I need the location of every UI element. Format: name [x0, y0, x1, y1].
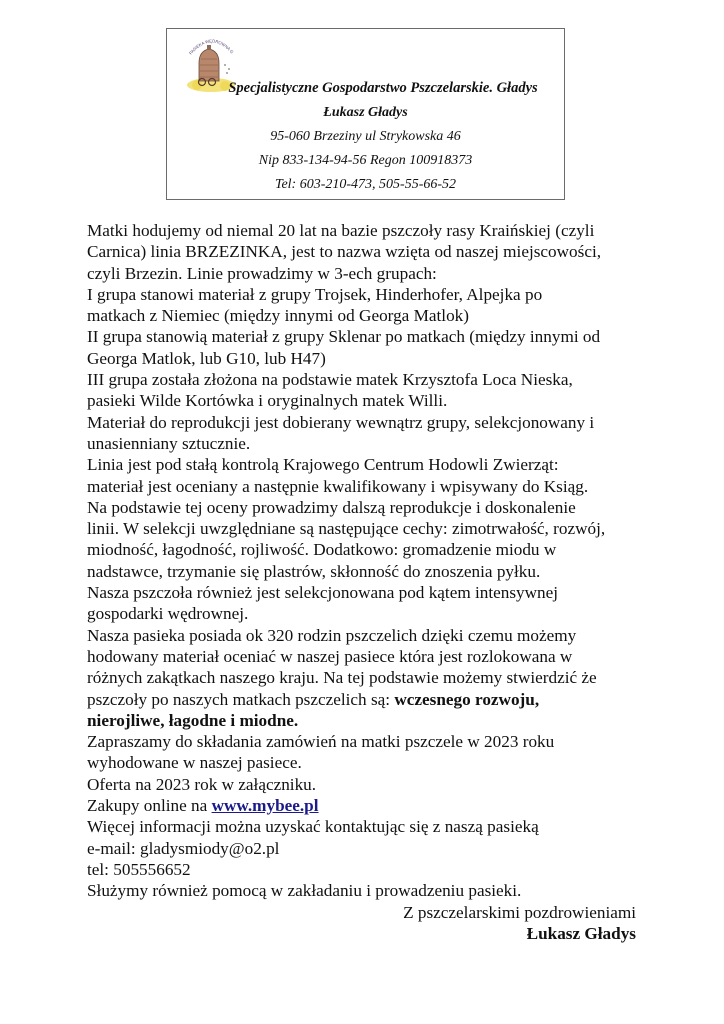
email-line[interactable]: e-mail: gladysmiody@o2.pl [87, 838, 280, 858]
body-line: hodowany materiał oceniać w naszej pasiece która jest rozlokowana w [87, 646, 573, 666]
online-prefix: Zakupy online na [87, 796, 212, 816]
closing: Z pszczelarskimi pozdrowieniami [403, 902, 636, 922]
address: 95-060 Brzeziny ul Strykowska 46 [270, 129, 461, 144]
body-line: Georga Matlok, lub G10, lub H47) [87, 348, 326, 368]
tel-line: tel: 505556652 [87, 859, 191, 879]
body-line: Carnica) linia BRZEZINKA, jest to nazwa wzięta od naszej miejscowości, [87, 242, 602, 262]
tax-ids: Nip 833-134-94-56 Regon 100918373 [258, 153, 473, 168]
body-line: Matki hodujemy od niemal 20 lat na bazie pszczoły rasy Kraińskiej (czyli [87, 221, 595, 240]
logo-caption: PASIEKA WĘDROWNA G [188, 38, 235, 56]
body-line: gospodarki wędrownej. [87, 604, 249, 624]
body-line: I grupa stanowi materiał z grupy Trojsek, Hinderhofer, Alpejka po [87, 284, 543, 304]
body-line: pasieki Wilde Kortówka i oryginalnych matek Willi. [87, 391, 448, 411]
contact-intro: Więcej informacji można uzyskać kontaktując się z naszą pasieką [87, 817, 539, 837]
body-line: wyhodowane w naszej pasiece. [87, 753, 302, 773]
body-line: nadstawce, trzymanie się plastrów, skłonność do znoszenia pyłku. [87, 561, 541, 581]
body-line: Materiał do reprodukcji jest dobierany wewnątrz grupy, selekcjonowany i [87, 412, 595, 432]
letter-body [87, 220, 647, 944]
body-line: materiał jest oceniany a następnie kwalifikowany i wpisywany do Ksiąg. [87, 476, 589, 496]
shop-link[interactable]: www.mybee.pl [211, 796, 319, 816]
traits-bold-2: nierojliwe, łagodne i miodne. [87, 710, 299, 730]
traits-bold-1: wczesnego rozwoju, [394, 689, 540, 709]
body-line: miodność, łagodność, rojliwość. Dodatkowo: gromadzenie miodu w [87, 540, 557, 560]
body-line: linii. W selekcji uwzględniane są następujące cechy: zimotrwałość, rozwój, [87, 519, 606, 539]
body-line: Na podstawie tej oceny prowadzimy dalszą reprodukcje i doskonalenie [87, 497, 576, 517]
body-line: różnych zakątkach naszego kraju. Na tej podstawie możemy stwierdzić że [87, 668, 597, 688]
traits-intro: pszczoły po naszych matkach pszczelich są: [87, 689, 395, 709]
traits-line [87, 689, 647, 710]
body-line: Oferta na 2023 rok w załączniku. [87, 774, 317, 794]
signature: Łukasz Gładys [526, 923, 636, 943]
body-line: Zapraszamy do składania zamówień na matki pszczele w 2023 roku [87, 732, 555, 752]
body-line: Nasza pasieka posiada ok 320 rodzin pszczelich dzięki czemu możemy [87, 625, 577, 645]
online-line [87, 795, 647, 816]
help-line: Służymy również pomocą w zakładaniu i prowadzeniu pasieki. [87, 881, 522, 901]
body-line: Linia jest pod stałą kontrolą Krajowego Centrum Hodowli Zwierząt: [87, 455, 559, 475]
body-line: Nasza pszczoła również jest selekcjonowana pod kątem intensywnej [87, 583, 559, 603]
body-line: czyli Brzezin. Linie prowadzimy w 3-ech grupach: [87, 263, 437, 283]
letterhead [166, 28, 565, 200]
body-line: matkach z Niemiec (między innymi od Georga Matlok) [87, 306, 469, 326]
body-line: II grupa stanowią materiał z grupy Sklenar po matkach (między innymi od [87, 327, 601, 347]
phone-numbers: Tel: 603-210-473, 505-55-66-52 [274, 177, 457, 192]
company-name: Specjalistyczne Gospodarstwo Pszczelarskie. Gładys [228, 80, 538, 96]
owner-name: Łukasz Gładys [323, 105, 408, 120]
body-line: III grupa została złożona na podstawie matek Krzysztofa Loca Nieska, [87, 370, 573, 390]
body-line: unasienniany sztucznie. [87, 433, 251, 453]
